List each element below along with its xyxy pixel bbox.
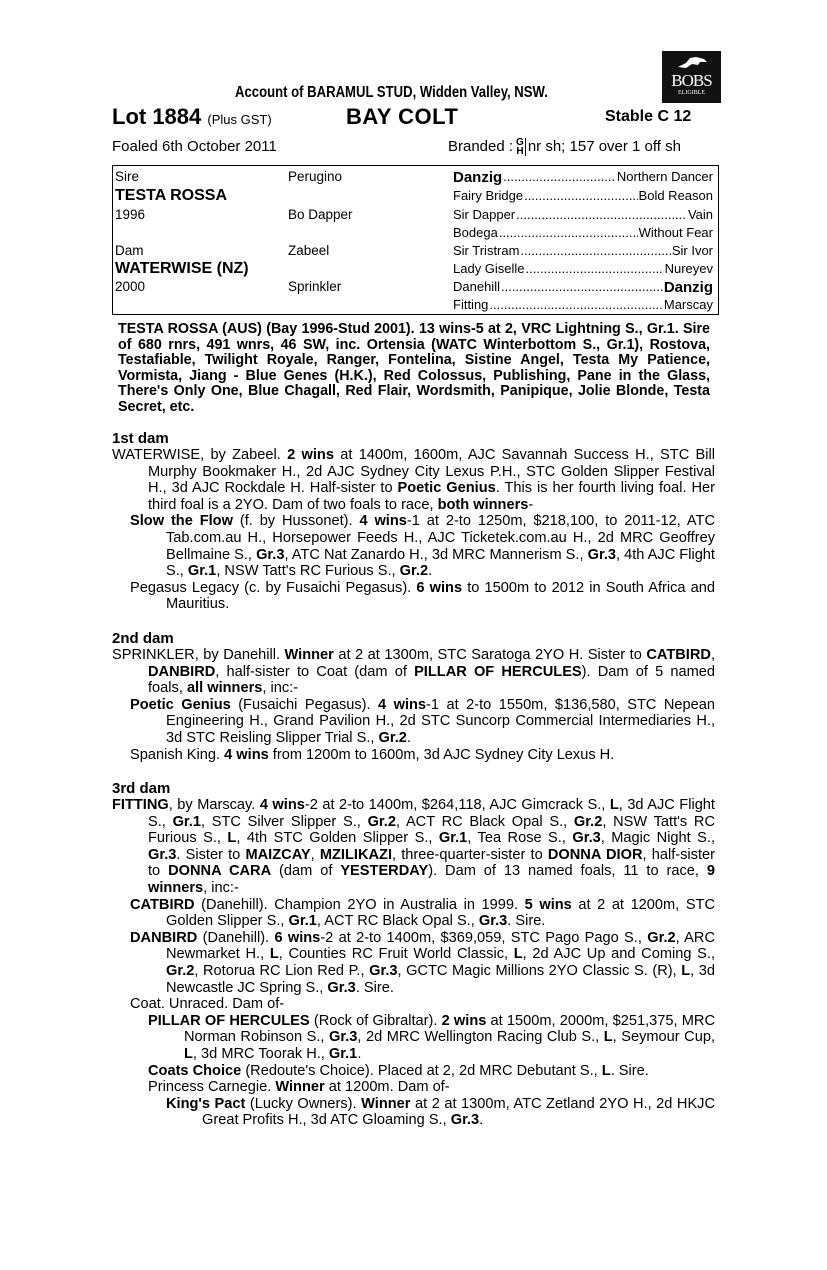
ancestor-name: Danzig: [453, 169, 503, 186]
ancestor-name: Fitting: [453, 297, 489, 312]
bold-run: FITTING: [112, 797, 169, 814]
bold-run: CATBIRD: [130, 896, 195, 913]
text-run: at 1200m. Dam of-: [324, 1079, 450, 1096]
bold-run: L: [609, 797, 619, 814]
bold-run: 4 wins: [359, 513, 407, 530]
ancestor-row: [453, 169, 713, 186]
bold-run: Gr.2: [647, 929, 676, 946]
lot-title: BAY COLT: [346, 104, 459, 129]
family-entry: [112, 797, 715, 897]
text-run: , STC Silver Slipper S.,: [200, 813, 368, 830]
bold-run: Slow the Flow: [130, 513, 233, 530]
text-run: Coat. Unraced. Dam of-: [130, 996, 285, 1013]
ancestor-name: Sir Dapper: [453, 207, 516, 222]
text-run: at 1400m, 1600m, AJC Savannah Success H., STC Bill Murphy Bookmaker H., 2d AJC Sydney City Lexus P.H., STC Golden Slipper Festival H., 3d AJC Rockdale H. Half-sister to: [148, 447, 715, 497]
bold-run: L: [601, 1062, 611, 1079]
leader-dots: [499, 225, 638, 240]
bold-run: DONNA CARA: [168, 863, 272, 880]
logo-text: BOBS: [671, 71, 712, 90]
bold-run: Gr.1: [172, 813, 201, 830]
text-run: , ARC Newmarket H.,: [166, 929, 715, 963]
text-run: , ACT RC Black Opal S.,: [316, 913, 479, 930]
ancestor-sire: Nureyev: [664, 261, 713, 276]
text-run: (Danehill). Champion 2YO in Australia in 1999.: [194, 896, 525, 913]
text-run: .: [357, 1046, 362, 1062]
text-run: from 1200m to 1600m, 3d AJC Sydney City Lexus H.: [268, 746, 615, 763]
bold-run: DANBIRD: [148, 663, 216, 680]
grandparent: Bo Dapper: [288, 207, 353, 222]
foaled-date: Foaled 6th October 2011: [112, 138, 277, 155]
bold-run: Gr.2: [399, 563, 429, 580]
text-run: -2 at 2-to 1400m, $264,118, AJC Gimcrack S.,: [304, 797, 610, 814]
text-run: , 3d AJC Flight S.,: [148, 797, 715, 830]
sire-label: Sire: [115, 169, 140, 184]
ancestor-row: [453, 207, 713, 222]
bold-run: CATBIRD: [646, 646, 711, 663]
grandparent: Zabeel: [288, 243, 330, 258]
bold-run: Gr.3: [369, 963, 398, 980]
bold-run: 9 winners: [148, 863, 715, 897]
bold-run: Gr.2: [573, 813, 603, 830]
text-run: (Redoute's Choice). Placed at 2, 2d MRC Debutant S.,: [241, 1062, 602, 1079]
leader-dots: [516, 207, 687, 222]
text-run: , GCTC Magic Millions 2YO Classic S. (R),: [397, 963, 682, 980]
text-run: . Sister to: [176, 846, 246, 863]
ancestor-name: Lady Giselle: [453, 261, 525, 276]
bold-run: 4 wins: [224, 746, 269, 763]
bold-run: DANBIRD: [130, 929, 198, 946]
family-entry: [112, 1079, 715, 1096]
text-run: , 4th STC Golden Slipper S.,: [236, 830, 439, 847]
sire-year: 1996: [115, 207, 146, 222]
text-run: , 4th AJC Flight S.,: [166, 546, 715, 580]
text-run: , Counties RC Fruit World Classic,: [278, 946, 514, 963]
text-run: -: [528, 496, 534, 513]
bold-run: Poetic Genius: [130, 696, 231, 713]
text-run: ). Dam of 5 named foals,: [148, 663, 716, 697]
text-run: .: [406, 729, 411, 746]
family-entry: [112, 513, 715, 579]
text-run: , 2d MRC Wellington Racing Club S.,: [357, 1029, 604, 1046]
text-run: SPRINKLER, by Danehill.: [112, 646, 285, 663]
text-run: at 2 at 1300m, STC Saratoga 2YO H. Sister to: [333, 646, 647, 663]
section-heading: 1st dam: [112, 430, 169, 447]
ancestor-sire: Northern Dancer: [616, 169, 713, 184]
ancestor-row: [453, 243, 713, 258]
family-entry: [112, 747, 715, 764]
bold-run: Winner: [361, 1095, 411, 1112]
family-entry: [112, 647, 715, 697]
text-run: -1 at 2-to 1550m, $136,580, STC Nepean Engineering H., Grand Pavilion H., 2d STC Suncorp Commercial Intermediaries H., 3d STC Reisling Slipper Trial S.,: [166, 696, 716, 746]
text-run: . Sire.: [507, 913, 546, 930]
text-run: Pegasus Legacy (c. by Fusaichi Pegasus).: [130, 579, 417, 596]
text-run: Spanish King.: [130, 746, 225, 763]
text-run: to 1500m to 2012 in South Africa and Mauritius.: [166, 579, 716, 613]
bold-run: Gr.2: [378, 729, 407, 746]
text-run: , inc:-: [262, 680, 299, 697]
text-run: .: [428, 563, 433, 580]
sire-summary: TESTA ROSSA (AUS) (Bay 1996-Stud 2001). 13 wins-5 at 2, VRC Lightning S., Gr.1. Sire of 680 rnrs, 491 wnrs, 46 SW, inc. Ortensia (WATC Winterbottom S., Gr.1), Rostova, Testafiable, Twilight Royale, Ranger, Fontelina, Sistine Angel, Testa My Patience, Vormista, Jiang - Blue Genes (H.K.), Red Colossus, Publishing, Pane in the Glass, There's Only One, Blue Chagall, Red Flair, Wordsmith, Panipique, Jolie Blonde, Testa Secret, etc.: [118, 321, 710, 415]
bold-run: Poetic Genius: [397, 480, 496, 497]
text-run: (Fusaichi Pegasus).: [230, 696, 379, 713]
bold-run: L: [513, 946, 523, 963]
ancestor-sire: Sir Ivor: [671, 243, 713, 258]
text-run: ). Dam of 13 named foals, 11 to race,: [428, 863, 707, 880]
text-run: , NSW Tatt's RC Furious S.,: [216, 563, 400, 580]
ancestor-sire: Vain: [687, 207, 713, 222]
text-run: (Danehill).: [197, 929, 275, 946]
bold-run: all winners: [186, 680, 263, 697]
text-run: , Tea Rose S.,: [467, 830, 573, 847]
bold-run: DONNA DIOR: [547, 846, 643, 863]
text-run: , Rotorua RC Lion Red P.,: [194, 963, 370, 980]
bold-run: PILLAR OF HERCULES: [148, 1012, 310, 1029]
ancestor-sire: Bold Reason: [638, 188, 713, 203]
ancestor-sire: Danzig: [663, 279, 713, 296]
dam-year: 2000: [115, 279, 146, 294]
text-run: . This is her fourth living foal. Her third foal is a 2YO. Dam of two foals to race,: [148, 480, 716, 513]
text-run: , ATC Nat Zanardo H., 3d MRC Mannerism S.,: [284, 546, 588, 563]
text-run: ,: [710, 646, 715, 663]
branded-label: Branded :: [448, 138, 514, 155]
ancestor-row: [453, 279, 713, 296]
bold-run: Coats Choice: [148, 1062, 242, 1079]
ancestor-name: Fairy Bridge: [453, 188, 524, 203]
text-run: at 2 at 1300m, ATC Zetland 2YO H., 2d HKJC Great Profits H., 3d ATC Gloaming S.,: [202, 1095, 716, 1129]
text-run: (Rock of Gibraltar).: [309, 1012, 442, 1029]
family-entry: [112, 447, 715, 513]
bold-run: Gr.1: [438, 830, 468, 847]
family-entry: [112, 996, 715, 1013]
family-entry: [112, 697, 715, 747]
text-run: , 3d Newcastle JC Spring S.,: [166, 963, 715, 996]
ancestor-name: Bodega: [453, 225, 498, 240]
dam-section: [112, 780, 715, 1129]
text-run: ,: [310, 846, 320, 863]
bold-run: MZILIKAZI: [319, 846, 393, 863]
text-run: . Sire.: [355, 979, 394, 996]
leader-dots: [524, 188, 637, 203]
bold-run: 2 wins: [441, 1012, 487, 1029]
vendor-account: Account of BARAMUL STUD, Widden Valley, NSW.: [235, 84, 548, 101]
bold-run: Gr.3: [572, 830, 601, 847]
dam-label: Dam: [115, 243, 144, 258]
bold-run: 5 wins: [524, 896, 572, 913]
text-run: -2 at 2-to 1400m, $369,059, STC Pago Pago S.,: [320, 929, 648, 946]
ancestor-name: Danehill: [453, 279, 500, 294]
ancestor-row: [453, 188, 713, 203]
bold-run: Gr.1: [187, 563, 217, 580]
bold-run: Gr.1: [328, 1046, 358, 1062]
brand-mark: [516, 138, 526, 156]
bold-run: L: [227, 830, 237, 847]
text-run: WATERWISE, by Zabeel.: [112, 447, 288, 463]
text-run: (Lucky Owners).: [245, 1095, 362, 1112]
lot-label: Lot 1884: [112, 104, 202, 129]
sire-name: TESTA ROSSA: [115, 187, 228, 204]
text-run: , ACT RC Black Opal S.,: [395, 813, 574, 830]
brand-info: [448, 138, 681, 156]
family-body: [112, 430, 715, 1146]
grandparent: Sprinkler: [288, 279, 342, 294]
bold-run: L: [184, 1046, 193, 1062]
brand-top: G: [516, 137, 524, 148]
family-entry: [112, 897, 715, 930]
bold-run: Gr.3: [148, 846, 177, 863]
family-entry: [112, 930, 715, 996]
brand-rest: nr sh; 157 over 1 off sh: [527, 138, 681, 155]
bold-run: 6 wins: [274, 929, 321, 946]
bold-run: Gr.2: [367, 813, 396, 830]
bold-run: L: [603, 1029, 613, 1046]
ancestor-name: Sir Tristram: [453, 243, 520, 258]
bold-run: Gr.2: [166, 963, 195, 980]
dam-section: [112, 430, 715, 613]
text-run: , by Marscay.: [168, 797, 260, 814]
ancestor-sire: Marscay: [663, 297, 713, 312]
text-run: at 1500m, 2000m, $251,375, MRC Norman Robinson S.,: [184, 1012, 716, 1046]
family-entry: [112, 1013, 715, 1063]
bold-run: both winners: [437, 496, 529, 513]
text-run: . Sire.: [610, 1062, 649, 1079]
text-run: (f. by Hussonet).: [232, 513, 360, 530]
ancestor-row: [453, 261, 713, 276]
ancestor-row: [453, 297, 713, 312]
bold-run: King's Pact: [166, 1095, 246, 1112]
leader-dots: [520, 243, 670, 258]
text-run: , Seymour Cup,: [612, 1029, 715, 1046]
lot-number: [112, 104, 272, 130]
leader-dots: [503, 169, 616, 186]
text-run: , inc:-: [203, 880, 239, 897]
grandparent: Perugino: [288, 169, 343, 184]
section-heading: 3rd dam: [112, 780, 171, 798]
horse-head-icon: [676, 55, 708, 71]
family-entry: [112, 1063, 715, 1080]
ancestor-row: [453, 225, 713, 240]
text-run: , half-sister to: [148, 846, 716, 880]
ancestor-sire: Without Fear: [638, 225, 713, 240]
bold-run: L: [269, 946, 279, 963]
leader-dots: [526, 261, 664, 276]
text-run: , 2d AJC Up and Coming S.,: [522, 946, 715, 963]
family-entry: [112, 580, 715, 613]
pedigree-table: [112, 165, 719, 315]
leader-dots: [501, 279, 663, 296]
bold-run: L: [681, 963, 691, 980]
text-run: , three-quarter-sister to: [392, 846, 548, 863]
bold-run: 6 wins: [416, 579, 463, 596]
dam-name: WATERWISE (NZ): [115, 260, 249, 277]
dam-section: [112, 630, 715, 763]
family-entry: [112, 1096, 715, 1129]
text-run: at 2 at 1200m, STC Golden Slipper S.,: [166, 896, 716, 930]
text-run: , Magic Night S.,: [600, 830, 716, 847]
bold-run: PILLAR OF HERCULES: [414, 663, 582, 680]
bold-run: MAIZCAY: [245, 846, 311, 863]
leader-dots: [489, 297, 662, 312]
bold-run: Gr.1: [288, 913, 317, 930]
text-run: -1 at 2-to 1250m, $218,100, to 2011-12, ATC Tab.com.au H., Horsepower Feeds H., AJC Ticketek.com.au H., 2d MRC Geoffrey Bellmaine S.,: [166, 513, 716, 563]
text-run: Princess Carnegie.: [148, 1079, 276, 1096]
brand-bottom: H: [516, 146, 524, 157]
bold-run: Gr.3: [256, 546, 285, 563]
text-run: (dam of: [271, 863, 341, 880]
logo-subtext: ELIGIBLE: [678, 90, 705, 96]
bold-run: Gr.3: [328, 1029, 358, 1046]
bold-run: 4 wins: [378, 696, 427, 713]
stable-location: Stable C 12: [605, 108, 692, 125]
bold-run: Gr.3: [327, 979, 356, 996]
bold-run: 2 wins: [287, 447, 334, 463]
text-run: , 3d MRC Toorak H.,: [192, 1046, 329, 1062]
bold-run: 4 wins: [259, 797, 305, 814]
bold-run: Gr.3: [587, 546, 616, 563]
section-heading: 2nd dam: [112, 629, 174, 647]
bold-run: Gr.3: [478, 913, 508, 930]
bold-run: Winner: [275, 1079, 325, 1096]
bold-run: Winner: [284, 646, 334, 663]
bold-run: YESTERDAY: [340, 863, 429, 880]
text-run: .: [479, 1112, 484, 1129]
bold-run: Gr.3: [450, 1112, 480, 1129]
text-run: , NSW Tatt's RC Furious S.,: [148, 813, 716, 847]
text-run: , half-sister to Coat (dam of: [215, 663, 415, 680]
gst-note: (Plus GST): [207, 112, 272, 127]
bobs-eligible-logo: [662, 51, 721, 103]
